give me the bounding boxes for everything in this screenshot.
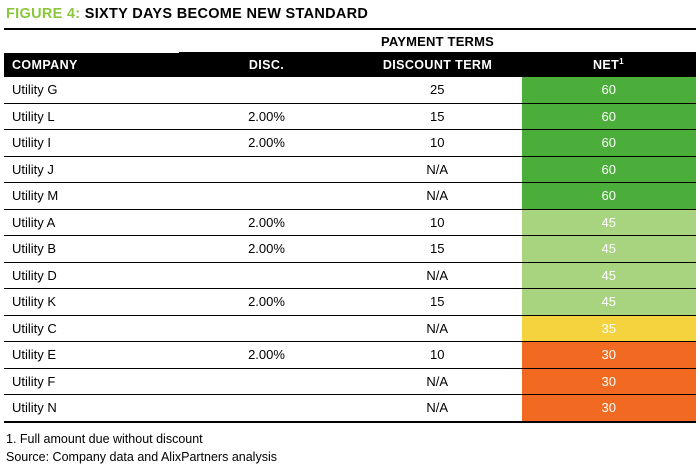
column-header-net-superscript: 1 — [619, 57, 625, 67]
cell-discount-term: N/A — [354, 183, 521, 210]
cell-discount-term: N/A — [354, 368, 521, 395]
table-row — [4, 156, 696, 183]
cell-net: 60 — [521, 77, 696, 103]
cell-discount-term: 15 — [354, 289, 521, 316]
cell-net: 45 — [521, 236, 696, 263]
table-row — [4, 289, 696, 316]
table-group-header-row — [4, 30, 696, 53]
table-row — [4, 368, 696, 395]
cell-company: Utility N — [4, 395, 179, 421]
figure-name: SIXTY DAYS BECOME NEW STANDARD — [84, 6, 369, 22]
cell-discount-term: N/A — [354, 315, 521, 342]
cell-net: 45 — [521, 289, 696, 316]
cell-net: 30 — [521, 342, 696, 369]
cell-disc — [179, 315, 354, 342]
cell-company: Utility B — [4, 236, 179, 263]
cell-disc — [179, 156, 354, 183]
figure-title — [4, 0, 696, 28]
cell-discount-term: N/A — [354, 395, 521, 421]
cell-disc — [179, 183, 354, 210]
table-row — [4, 77, 696, 103]
column-header-net — [521, 53, 696, 78]
cell-disc — [179, 395, 354, 421]
cell-disc: 2.00% — [179, 209, 354, 236]
cell-disc: 2.00% — [179, 342, 354, 369]
cell-company: Utility I — [4, 130, 179, 157]
column-header-disc: DISC. — [179, 53, 354, 78]
table-body — [4, 77, 696, 421]
group-header-payment-terms: PAYMENT TERMS — [179, 30, 696, 53]
cell-discount-term: N/A — [354, 156, 521, 183]
cell-disc: 2.00% — [179, 236, 354, 263]
cell-net: 35 — [521, 315, 696, 342]
cell-net: 30 — [521, 395, 696, 421]
cell-company: Utility J — [4, 156, 179, 183]
cell-disc — [179, 262, 354, 289]
cell-discount-term: 25 — [354, 77, 521, 103]
cell-discount-term: N/A — [354, 262, 521, 289]
table-row — [4, 183, 696, 210]
column-header-company: COMPANY — [4, 53, 179, 78]
table-row — [4, 315, 696, 342]
column-header-discount-term: DISCOUNT TERM — [354, 53, 521, 78]
cell-net: 45 — [521, 262, 696, 289]
table-row — [4, 342, 696, 369]
footnotes — [4, 423, 696, 466]
cell-company: Utility M — [4, 183, 179, 210]
cell-company: Utility A — [4, 209, 179, 236]
cell-company: Utility E — [4, 342, 179, 369]
payment-terms-table-wrapper — [4, 28, 696, 423]
column-header-net-label: NET — [592, 58, 620, 73]
cell-discount-term: 15 — [354, 236, 521, 263]
cell-disc — [179, 77, 354, 103]
table-row — [4, 209, 696, 236]
table-row — [4, 103, 696, 130]
figure-label: FIGURE 4: — [6, 6, 81, 22]
table-row — [4, 236, 696, 263]
cell-discount-term: 10 — [354, 209, 521, 236]
cell-net: 60 — [521, 183, 696, 210]
footnote-source: Source: Company data and AlixPartners analysis — [6, 449, 277, 464]
cell-net: 45 — [521, 209, 696, 236]
cell-net: 60 — [521, 156, 696, 183]
group-header-blank — [4, 30, 179, 53]
payment-terms-table — [4, 30, 696, 421]
cell-disc: 2.00% — [179, 130, 354, 157]
table-row — [4, 395, 696, 421]
cell-disc: 2.00% — [179, 103, 354, 130]
table-header-row — [4, 53, 696, 78]
footnote-1: 1. Full amount due without discount — [6, 431, 203, 446]
cell-company: Utility C — [4, 315, 179, 342]
cell-discount-term: 10 — [354, 342, 521, 369]
table-row — [4, 130, 696, 157]
cell-company: Utility L — [4, 103, 179, 130]
cell-discount-term: 15 — [354, 103, 521, 130]
cell-company: Utility F — [4, 368, 179, 395]
cell-company: Utility G — [4, 77, 179, 103]
cell-disc: 2.00% — [179, 289, 354, 316]
cell-net: 60 — [521, 103, 696, 130]
cell-company: Utility K — [4, 289, 179, 316]
cell-net: 30 — [521, 368, 696, 395]
cell-disc — [179, 368, 354, 395]
cell-discount-term: 10 — [354, 130, 521, 157]
table-row — [4, 262, 696, 289]
cell-net: 60 — [521, 130, 696, 157]
cell-company: Utility D — [4, 262, 179, 289]
